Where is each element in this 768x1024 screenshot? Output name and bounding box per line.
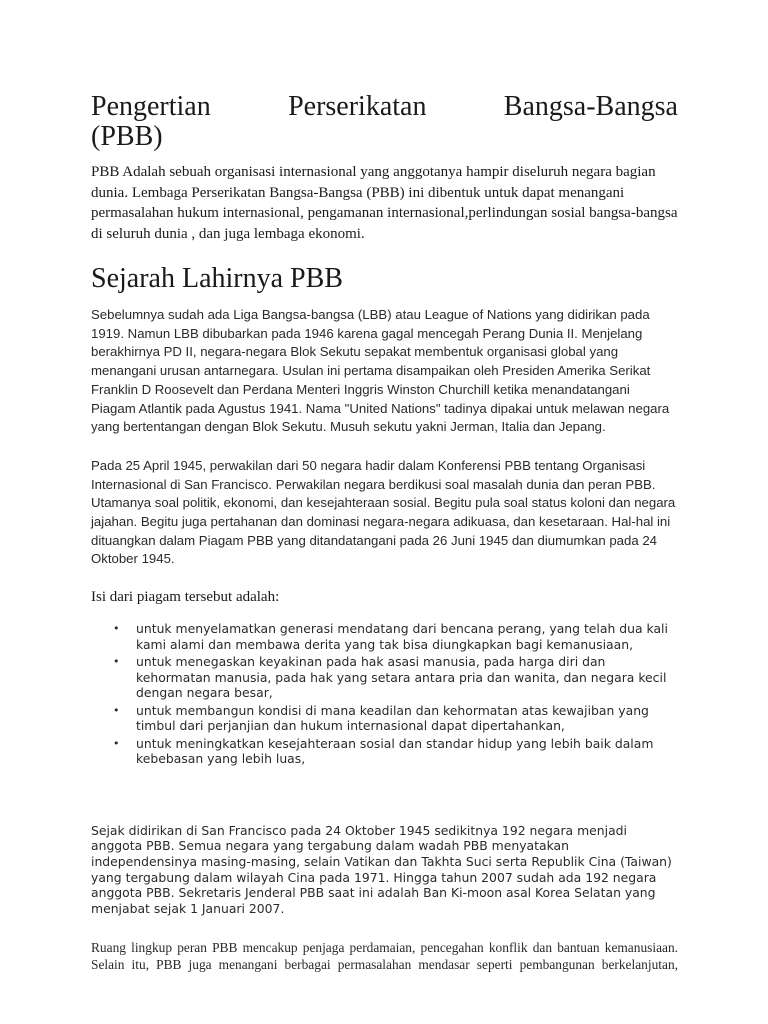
title-word-2: Perserikatan [288, 91, 427, 122]
list-item [91, 736, 678, 767]
list-item-text: untuk menyelamatkan generasi mendatang dari bencana perang, yang telah dua kali kami alami dan membawa derita yang tak bisa diungkapkan bagi kemanusiaan, [136, 621, 668, 652]
bullet-icon: • [113, 736, 120, 750]
list-item [91, 621, 678, 652]
title-line-1 [91, 92, 678, 122]
history-paragraph-1: Sebelumnya sudah ada Liga Bangsa-bangsa (LBB) atau League of Nations yang didirikan pada 1919. Namun LBB dibubarkan pada 1946 karena gagal mencegah Perang Dunia II. Menjelang berakhirnya PD II, negara-negara Blok Sekutu sepakat membentuk organisasi global yang menangani urusan antarnegara. Usulan ini pertama disampaikan oleh Presiden Amerika Serikat Franklin D Roosevelt dan Perdana Menteri Inggris Winston Churchill ketika menandatangani Piagam Atlantik pada Agustus 1941. Nama "United Nations" tadinya dipakai untuk melawan negara yang bertentangan dengan Blok Sekutu. Musuh sekutu yakni Jerman, Italia dan Jepang. [91, 307, 670, 435]
bullet-icon: • [113, 655, 120, 669]
document-page [91, 92, 678, 974]
list-item-text: untuk membangun kondisi di mana keadilan dan kehormatan atas kewajiban yang timbul dari perjanjian dan hukum internasional dapat dipertahankan, [136, 702, 649, 734]
bullet-icon: • [113, 703, 120, 717]
page-title [91, 92, 678, 152]
history-paragraph-2: Pada 25 April 1945, perwakilan dari 50 negara hadir dalam Konferensi PBB tentang Organisasi Internasional di San Francisco. Perwakilan negara berdikusi soal masalah dunia dan peran PBB. Utamanya soal politik, ekonomi, dan kesejahteraan sosial. Begitu pula soal status koloni dan negara jajahan. Begitu juga pertahanan dan dominasi negara-negara adikuasa, dan kesetaraan. Hal-hal ini dituangkan dalam Piagam PBB yang ditandatangani pada 26 Juni 1945 dan diumumkan pada 24 Oktober 1945. [91, 457, 676, 567]
bullet-icon: • [113, 622, 120, 636]
list-item [91, 654, 678, 701]
title-word-3: Bangsa-Bangsa [503, 91, 678, 122]
intro-paragraph: PBB Adalah sebuah organisasi internasional yang anggotanya hampir diseluruh negara bagian dunia. Lembaga Perserikatan Bangsa-Bangsa (PBB) ini dibentuk untuk dapat menangani permasalahan hukum internasional, pengamanan internasional,perlindungan sosial bangsa-bangsa di seluruh dunia , dan juga lembaga ekonomi. [91, 164, 678, 242]
scope-paragraph: Ruang lingkup peran PBB mencakup penjaga perdamaian, pencegahan konflik dan bantuan kemanusiaan. Selain itu, PBB juga menangani berbagai permasalahan mendasar seperti pembangunan berkelanjutan, [91, 939, 678, 973]
list-item-text: untuk meningkatkan kesejahteraan sosial dan standar hidup yang lebih baik dalam kebebasan yang lebih luas, [136, 735, 654, 767]
list-item [91, 703, 678, 734]
charter-heading: Isi dari piagam tersebut adalah: [91, 589, 280, 606]
title-line-2: (PBB) [91, 121, 163, 152]
title-word-1: Pengertian [91, 91, 211, 122]
section-heading-sejarah: Sejarah Lahirnya PBB [91, 263, 343, 294]
membership-paragraph: Sejak didirikan di San Francisco pada 24 Oktober 1945 sedikitnya 192 negara menjadi anggota PBB. Semua negara yang tergabung dalam wadah PBB menyatakan independensinya masing-masing, selain Vatikan dan Takhta Suci serta Republik Cina (Taiwan) yang tergabung dalam wilayah Cina pada 1971. Hingga tahun 2007 sudah ada 192 negara anggota PBB. Sekretaris Jenderal PBB saat ini adalah Ban Ki-moon asal Korea Selatan yang menjabat sejak 1 Januari 2007. [91, 822, 672, 917]
charter-list [91, 621, 678, 767]
list-item-text: untuk menegaskan keyakinan pada hak asasi manusia, pada harga diri dan kehormatan manusia, pada hak yang setara antara pria dan wanita, dan negara kecil dengan negara besar, [136, 654, 667, 701]
